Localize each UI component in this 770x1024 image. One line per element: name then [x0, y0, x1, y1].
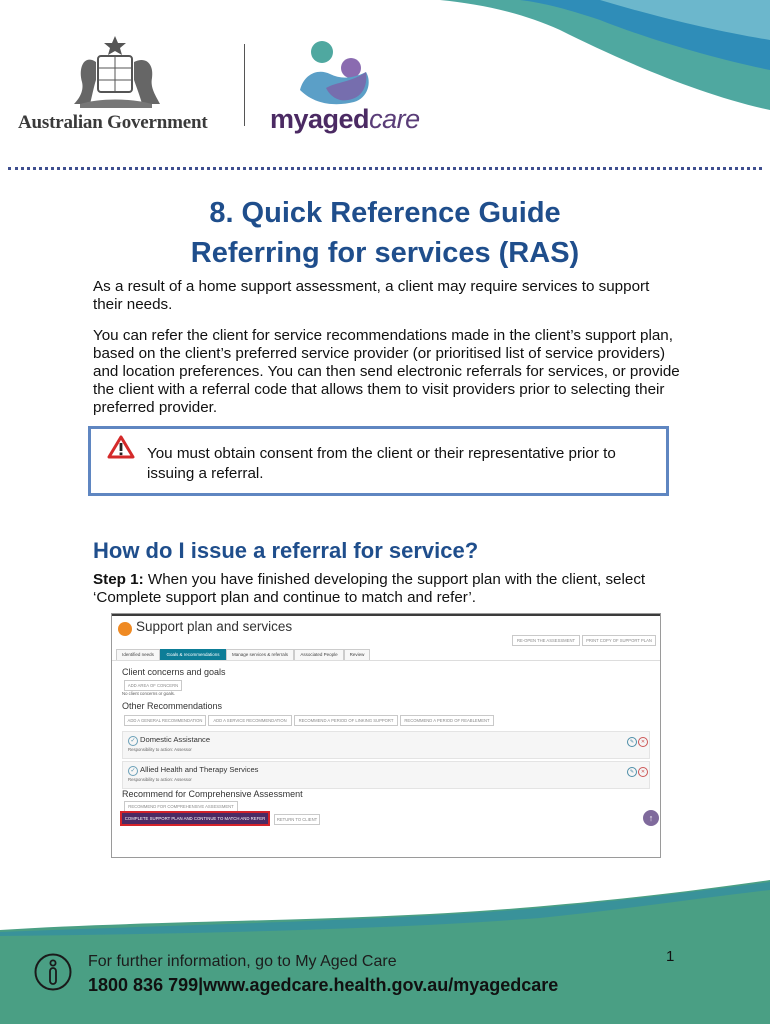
delete-icon[interactable]: ✕	[638, 737, 648, 747]
footer-separator: |	[198, 975, 204, 995]
tab-identified-needs[interactable]: Identified needs	[116, 649, 160, 661]
check-circle-icon: ✓	[128, 766, 138, 776]
intro-paragraph-2: You can refer the client for service recommendations made in the client’s support plan, based on the client’s preferred service provider (or prioritised list of service providers) and location preferences. You can then send electronic referrals for services, or provide the client with a referral code that allows them to visit providers prior to selecting their preferred provider.	[93, 327, 680, 416]
list-item	[122, 731, 650, 759]
warning-triangle-icon	[107, 435, 135, 459]
return-to-client-button[interactable]: RETURN TO CLIENT	[274, 814, 320, 825]
footer-info-text: For further information, go to My Aged Care	[88, 953, 397, 970]
recommendation-name: Domestic Assistance	[140, 735, 211, 744]
step-1-text	[93, 571, 693, 607]
logo-divider	[244, 44, 245, 126]
reopen-assessment-button[interactable]: RE-OPEN THE ASSESSMENT	[512, 635, 580, 646]
government-name: Australian Government	[18, 112, 208, 133]
australian-coat-of-arms-icon	[60, 34, 170, 112]
check-circle-icon: ✓	[128, 736, 138, 746]
step-description: When you have finished developing the support plan with the client, select ‘Complete support plan and continue to match and refer’.	[93, 571, 646, 606]
recommendation-responsibility: Responsibility to action: Assessor	[128, 777, 192, 782]
footer-phone: 1800 836 799	[88, 975, 199, 995]
info-icon	[33, 952, 73, 992]
delete-icon[interactable]: ✕	[638, 767, 648, 777]
intro-paragraph-1: As a result of a home support assessment, a client may require services to support their needs.	[93, 278, 650, 313]
tabs-divider	[112, 660, 660, 661]
recommendation-name: Allied Health and Therapy Services	[140, 765, 259, 774]
add-general-recommendation-button[interactable]: ADD A GENERAL RECOMMENDATION	[124, 715, 206, 726]
scroll-to-top-icon[interactable]: ↑	[643, 810, 659, 826]
add-area-of-concern-button[interactable]: ADD AREA OF CONCERN	[124, 680, 182, 691]
other-recommendations-heading: Other Recommendations	[122, 701, 223, 711]
page-title-line-2: Referring for services (RAS)	[190, 237, 580, 269]
dotted-separator	[8, 167, 762, 170]
print-support-plan-button[interactable]: PRINT COPY OF SUPPORT PLAN	[582, 635, 656, 646]
screenshot-top-bar	[112, 614, 660, 616]
my-aged-care-wordmark: myagedcare	[270, 104, 420, 134]
page-title-line-1: 8. Quick Reference Guide	[209, 197, 561, 229]
page-number: 1	[666, 948, 675, 965]
tab-goals-recommendations[interactable]: Goals & recommendations	[160, 649, 226, 661]
support-plan-screenshot	[111, 613, 661, 858]
screenshot-title: Support plan and services	[136, 619, 293, 634]
recommend-linking-support-button[interactable]: RECOMMEND A PERIOD OF LINKING SUPPORT	[294, 715, 398, 726]
comprehensive-assessment-heading: Recommend for Comprehensive Assessment	[122, 789, 303, 799]
tab-associated-people[interactable]: Associated People	[294, 649, 344, 661]
complete-support-plan-button[interactable]: COMPLETE SUPPORT PLAN AND CONTINUE TO MATCH AND REFER	[122, 813, 268, 824]
footer-contact	[88, 975, 558, 996]
warning-text: You must obtain consent from the client or their representative prior to issuing a referral.	[147, 445, 616, 482]
footer-url-link[interactable]: www.agedcare.health.gov.au/myagedcare	[203, 975, 559, 995]
list-item	[122, 761, 650, 789]
edit-icon[interactable]: ✎	[627, 737, 637, 747]
step-label: Step 1:	[93, 571, 144, 588]
recommend-comprehensive-button[interactable]: RECOMMEND FOR COMPREHENSIVE ASSESSMENT	[124, 801, 238, 812]
support-plan-logo-icon	[118, 622, 132, 636]
edit-icon[interactable]: ✎	[627, 767, 637, 777]
recommend-reablement-button[interactable]: RECOMMEND A PERIOD OF REABLEMENT	[400, 715, 494, 726]
add-service-recommendation-button[interactable]: ADD A SERVICE RECOMMENDATION	[208, 715, 292, 726]
my-aged-care-people-icon	[296, 38, 376, 110]
tab-manage-services[interactable]: Manage services & referrals	[226, 649, 294, 661]
client-concerns-heading: Client concerns and goals	[122, 667, 226, 677]
section-heading: How do I issue a referral for service?	[93, 538, 479, 563]
footer-wave-graphic	[0, 880, 770, 1024]
tab-review[interactable]: Review	[344, 649, 370, 661]
recommendation-responsibility: Responsibility to action: Assessor	[128, 747, 192, 752]
no-concerns-text: No client concerns or goals.	[122, 691, 176, 696]
